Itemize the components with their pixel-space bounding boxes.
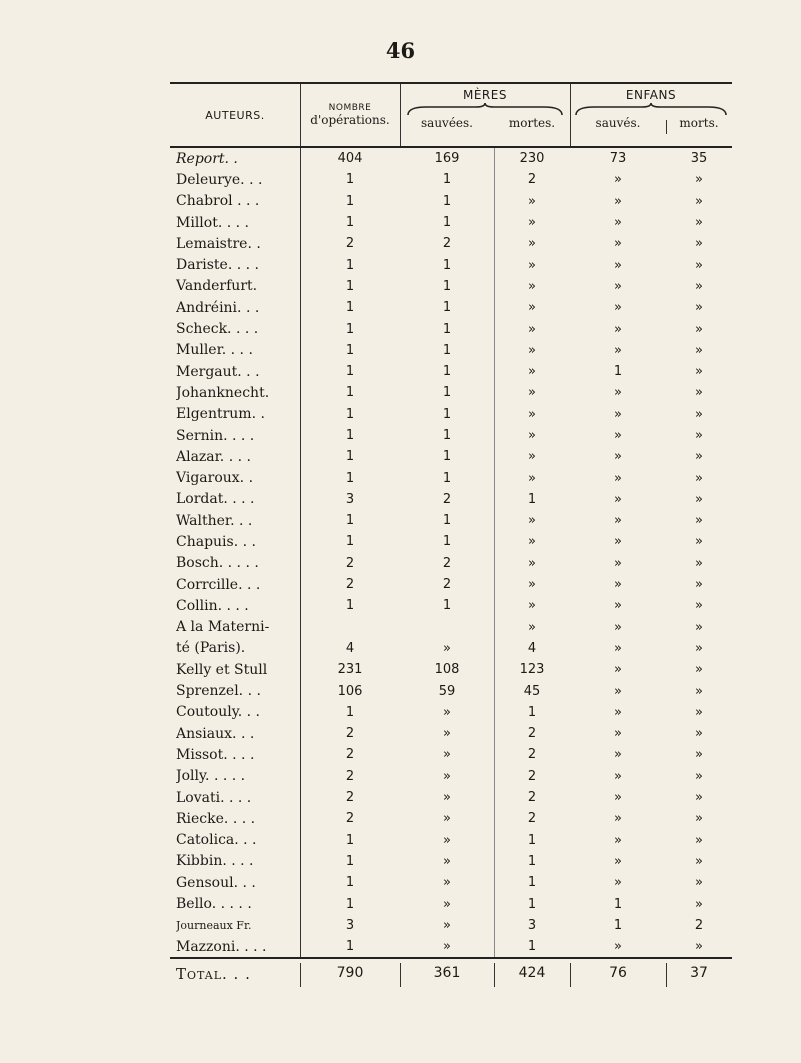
total-meres-sauvees: 361 (433, 965, 461, 982)
table-row (170, 361, 732, 382)
row-author: Report. . (176, 150, 238, 167)
row-meres-sauvees: 2 (442, 236, 452, 252)
header-sauvees: sauvées. (421, 116, 473, 130)
row-operations: 1 (345, 364, 355, 380)
table-row (170, 744, 732, 765)
row-author: Dariste. . . . (176, 257, 259, 274)
row-operations: 3 (345, 917, 355, 933)
row-enfans-morts: » (695, 534, 703, 550)
row-operations: 3 (345, 491, 355, 507)
row-enfans-sauves: 1 (613, 364, 623, 380)
row-meres-mortes: » (528, 428, 536, 443)
row-operations: 1 (345, 257, 355, 273)
row-author: Chabrol . . . (176, 193, 260, 210)
row-author: Kibbin. . . . (176, 853, 254, 870)
row-meres-mortes: » (528, 257, 536, 273)
table-row (170, 148, 732, 169)
row-enfans-sauves: » (614, 491, 622, 507)
row-meres-sauvees: 1 (442, 449, 452, 465)
row-author: Ansiaux. . . (176, 725, 255, 742)
row-enfans-morts: » (695, 768, 703, 784)
row-enfans-morts: » (695, 577, 703, 593)
row-meres-sauvees: 1 (442, 428, 452, 443)
table-row (170, 318, 732, 339)
row-enfans-sauves: » (614, 449, 622, 465)
row-enfans-sauves: » (614, 768, 622, 784)
total-enfans-morts: 37 (690, 965, 708, 982)
row-meres-sauvees: 1 (442, 321, 452, 337)
row-meres-mortes: 2 (527, 768, 537, 784)
header-auteurs: AUTEURS. (205, 108, 265, 122)
row-operations: 1 (345, 853, 355, 869)
total-meres-mortes: 424 (518, 965, 546, 982)
row-enfans-sauves: » (614, 811, 622, 827)
row-meres-mortes: 1 (527, 853, 537, 869)
row-enfans-sauves: » (614, 577, 622, 593)
row-author: Scheck. . . . (176, 321, 259, 338)
row-enfans-sauves: » (614, 236, 622, 252)
row-author: Sernin. . . . (176, 427, 255, 444)
row-meres-sauvees: » (443, 811, 451, 827)
row-enfans-morts: » (695, 790, 703, 806)
header-mortes: mortes. (508, 116, 556, 130)
header-sauves: sauvés. (595, 116, 641, 130)
row-author: Vigaroux. . (176, 470, 254, 487)
row-operations: 404 (337, 151, 363, 167)
row-meres-mortes: 2 (527, 172, 537, 188)
row-enfans-morts: » (695, 470, 703, 486)
row-meres-mortes: » (528, 555, 536, 571)
row-meres-mortes: 230 (519, 151, 545, 167)
row-meres-mortes: 2 (527, 790, 537, 806)
row-operations: 2 (345, 577, 355, 593)
header-divider (400, 84, 401, 146)
row-enfans-morts: » (695, 662, 703, 678)
row-enfans-morts: » (695, 726, 703, 742)
header-divider (570, 84, 571, 146)
row-enfans-morts: » (695, 257, 703, 273)
table-row (170, 680, 732, 701)
row-enfans-morts: » (695, 704, 703, 720)
row-author: Gensoul. . . (176, 874, 256, 891)
row-enfans-sauves: 1 (613, 896, 623, 912)
table-row (170, 936, 732, 957)
row-operations: 1 (345, 832, 355, 848)
total-divider (300, 963, 301, 987)
row-enfans-morts: » (695, 619, 703, 635)
row-author: Deleurye. . . (176, 171, 263, 188)
row-operations: 2 (345, 811, 355, 827)
row-enfans-morts: » (695, 385, 703, 401)
row-author: A la Materni- (176, 619, 270, 636)
row-enfans-morts: » (695, 449, 703, 465)
row-enfans-sauves: » (614, 172, 622, 188)
row-author: té (Paris). (176, 640, 246, 657)
row-meres-mortes: » (528, 534, 536, 550)
table-row (170, 254, 732, 275)
row-enfans-morts: » (695, 321, 703, 337)
row-meres-mortes: » (528, 513, 536, 529)
row-operations: 2 (345, 768, 355, 784)
row-enfans-morts: » (695, 215, 703, 231)
row-meres-mortes: » (528, 406, 536, 422)
row-enfans-sauves: » (614, 640, 622, 656)
row-enfans-sauves: » (614, 662, 622, 678)
row-author: Vanderfurt. (176, 278, 258, 295)
row-operations: 1 (345, 428, 355, 443)
row-enfans-morts: » (695, 342, 703, 358)
row-operations: 1 (345, 215, 355, 231)
row-meres-sauvees: 1 (442, 215, 452, 231)
row-enfans-morts: » (695, 513, 703, 529)
header-morts: morts. (679, 116, 719, 130)
row-enfans-sauves: » (614, 619, 622, 635)
row-author: Riecke. . . . (176, 810, 256, 827)
row-enfans-sauves: » (614, 300, 622, 316)
row-author: Johanknecht. (176, 384, 270, 401)
table-row (170, 531, 732, 552)
row-meres-sauvees: » (443, 832, 451, 848)
row-meres-mortes: » (528, 215, 536, 231)
row-enfans-sauves: » (614, 193, 622, 209)
table-row (170, 574, 732, 595)
row-enfans-sauves: » (614, 321, 622, 337)
row-meres-sauvees: » (443, 726, 451, 742)
total-row (170, 959, 732, 989)
table-row (170, 446, 732, 467)
row-enfans-morts: » (695, 555, 703, 571)
row-meres-sauvees: » (443, 896, 451, 912)
row-meres-mortes: » (528, 342, 536, 358)
row-enfans-morts: » (695, 747, 703, 763)
row-meres-sauvees: » (443, 640, 451, 656)
row-operations: 1 (345, 704, 355, 720)
row-meres-mortes: » (528, 321, 536, 337)
row-author: Sprenzel. . . (176, 683, 261, 700)
header-meres: MÈRES (463, 88, 507, 102)
page-number: 46 (385, 38, 416, 63)
row-meres-mortes: » (528, 278, 536, 294)
row-operations: 4 (345, 640, 355, 656)
row-meres-mortes: » (528, 236, 536, 252)
row-operations: 231 (337, 662, 363, 678)
row-meres-mortes: » (528, 577, 536, 593)
row-meres-mortes: » (528, 385, 536, 401)
row-meres-mortes: » (528, 470, 536, 486)
total-divider (570, 963, 571, 987)
enfants-brace-icon (574, 102, 728, 116)
row-enfans-morts: » (695, 172, 703, 188)
table-row (170, 467, 732, 488)
total-divider (400, 963, 401, 987)
row-operations: 2 (345, 790, 355, 806)
header-nombre-line1: NOMBRE (328, 103, 372, 113)
table-row (170, 638, 732, 659)
row-meres-sauvees: 59 (438, 683, 456, 699)
row-author: Coutouly. . . (176, 704, 261, 721)
row-author: Collin. . . . (176, 597, 249, 614)
row-enfans-sauves: » (614, 385, 622, 401)
row-meres-mortes: » (528, 619, 536, 635)
row-enfans-sauves: » (614, 790, 622, 806)
row-enfans-morts: 2 (694, 917, 704, 933)
row-author: Bosch. . . . . (176, 555, 259, 572)
table-row (170, 553, 732, 574)
row-meres-mortes: 4 (527, 640, 537, 656)
row-meres-sauvees: 1 (442, 278, 452, 294)
row-meres-sauvees: 1 (442, 534, 452, 550)
row-enfans-sauves: » (614, 598, 622, 614)
row-enfans-sauves: » (614, 683, 622, 699)
row-operations: 1 (345, 172, 355, 188)
row-meres-sauvees: 1 (442, 598, 452, 614)
row-enfans-sauves: » (614, 406, 622, 422)
table-row (170, 404, 732, 425)
row-enfans-morts: » (695, 939, 703, 955)
table-row (170, 510, 732, 531)
total-operations: 790 (336, 965, 364, 982)
row-operations: 1 (345, 598, 355, 614)
table-row (170, 808, 732, 829)
table-header (170, 84, 732, 146)
table-row (170, 915, 732, 936)
row-meres-mortes: 1 (527, 704, 537, 720)
row-meres-sauvees: 1 (442, 406, 452, 422)
table-row (170, 489, 732, 510)
row-enfans-sauves: 73 (609, 151, 627, 167)
row-enfans-morts: » (695, 428, 703, 443)
row-meres-mortes: » (528, 193, 536, 209)
row-operations: 1 (345, 513, 355, 529)
row-meres-sauvees: 108 (434, 662, 460, 678)
row-enfans-sauves: » (614, 342, 622, 358)
row-enfans-morts: » (695, 278, 703, 294)
table-row (170, 233, 732, 254)
row-enfans-sauves: » (614, 939, 622, 955)
table-row (170, 382, 732, 403)
row-operations: 1 (345, 449, 355, 465)
row-meres-sauvees: 169 (434, 151, 460, 167)
row-meres-sauvees: » (443, 875, 451, 891)
table-row (170, 893, 732, 914)
total-divider (494, 963, 495, 987)
table-row (170, 276, 732, 297)
row-enfans-sauves: » (614, 470, 622, 486)
row-enfans-morts: 35 (690, 151, 708, 167)
row-operations: 1 (345, 278, 355, 294)
row-meres-sauvees: » (443, 917, 451, 933)
row-enfans-sauves: » (614, 428, 622, 443)
row-meres-sauvees: 1 (442, 172, 452, 188)
total-label: Total. . . (176, 965, 251, 984)
row-meres-mortes: 2 (527, 811, 537, 827)
row-enfans-sauves: » (614, 215, 622, 231)
row-enfans-sauves: » (614, 704, 622, 720)
row-meres-mortes: » (528, 364, 536, 380)
row-enfans-morts: » (695, 364, 703, 380)
row-meres-mortes: 1 (527, 896, 537, 912)
row-author: Andréini. . . (176, 299, 260, 316)
row-meres-mortes: 45 (523, 683, 541, 699)
row-enfans-sauves: » (614, 875, 622, 891)
table-row (170, 766, 732, 787)
row-meres-mortes: 1 (527, 939, 537, 955)
table-row (170, 723, 732, 744)
row-meres-sauvees: 1 (442, 342, 452, 358)
row-author: Walther. . . (176, 512, 253, 529)
row-operations: 1 (345, 470, 355, 486)
total-divider (666, 963, 667, 987)
row-enfans-sauves: » (614, 534, 622, 550)
row-author: Bello. . . . . (176, 896, 252, 913)
header-nombre-line2: d'opérations. (310, 113, 390, 127)
row-meres-sauvees: » (443, 747, 451, 763)
row-author: Lordat. . . . (176, 491, 255, 508)
row-author: Muller. . . . (176, 342, 253, 359)
row-operations: 1 (345, 342, 355, 358)
row-meres-sauvees: 2 (442, 577, 452, 593)
row-author: Chapuis. . . (176, 533, 256, 550)
row-enfans-sauves: » (614, 726, 622, 742)
row-enfans-morts: » (695, 193, 703, 209)
row-author: Lovati. . . . (176, 789, 252, 806)
row-meres-sauvees: 2 (442, 491, 452, 507)
row-enfans-morts: » (695, 236, 703, 252)
row-meres-sauvees: » (443, 939, 451, 955)
row-operations: 2 (345, 726, 355, 742)
table-body (170, 148, 732, 957)
table-row (170, 872, 732, 893)
row-operations: 1 (345, 193, 355, 209)
row-meres-mortes: 1 (527, 491, 537, 507)
table-row (170, 212, 732, 233)
statistics-table (170, 82, 732, 989)
row-enfans-morts: » (695, 491, 703, 507)
row-author: Corrcille. . . (176, 576, 261, 593)
row-enfans-morts: » (695, 683, 703, 699)
row-operations: 1 (345, 896, 355, 912)
row-author: Lemaistre. . (176, 235, 261, 252)
row-author: Jolly. . . . . (176, 768, 246, 785)
row-operations: 1 (345, 300, 355, 316)
row-author: Catolica. . . (176, 832, 257, 849)
row-meres-sauvees: » (443, 790, 451, 806)
table-row (170, 169, 732, 190)
row-meres-sauvees: » (443, 768, 451, 784)
row-author: Kelly et Stull (176, 661, 268, 678)
table-row (170, 659, 732, 680)
row-operations: 2 (345, 747, 355, 763)
row-meres-sauvees: 1 (442, 364, 452, 380)
row-operations: 1 (345, 321, 355, 337)
row-meres-mortes: 1 (527, 832, 537, 848)
table-row (170, 191, 732, 212)
row-enfans-morts: » (695, 853, 703, 869)
row-enfans-morts: » (695, 832, 703, 848)
row-enfans-morts: » (695, 598, 703, 614)
row-author: Missot. . . . (176, 746, 255, 763)
table-row (170, 425, 732, 446)
row-meres-sauvees: 1 (442, 193, 452, 209)
table-row (170, 787, 732, 808)
row-operations: 1 (345, 406, 355, 422)
table-row (170, 702, 732, 723)
row-author: Journeaux Fr. (176, 918, 252, 932)
row-meres-mortes: 123 (519, 662, 545, 678)
row-operations: 106 (337, 683, 363, 699)
table-row (170, 297, 732, 318)
row-meres-mortes: 3 (527, 917, 537, 933)
row-enfans-sauves: » (614, 853, 622, 869)
row-enfans-sauves: » (614, 832, 622, 848)
row-meres-sauvees: 2 (442, 555, 452, 571)
row-meres-mortes: 1 (527, 875, 537, 891)
row-meres-sauvees: 1 (442, 513, 452, 529)
table-row (170, 830, 732, 851)
row-meres-sauvees: » (443, 853, 451, 869)
row-enfans-morts: » (695, 300, 703, 316)
row-enfans-sauves: 1 (613, 917, 623, 933)
row-enfans-sauves: » (614, 513, 622, 529)
row-enfans-sauves: » (614, 257, 622, 273)
row-operations: 2 (345, 555, 355, 571)
row-enfans-sauves: » (614, 278, 622, 294)
row-author: Millot. . . . (176, 214, 249, 231)
row-enfans-morts: » (695, 640, 703, 656)
header-enfants: ENFANS (625, 88, 677, 102)
table-row (170, 340, 732, 361)
row-meres-sauvees: 1 (442, 470, 452, 486)
row-operations: 2 (345, 236, 355, 252)
row-meres-mortes: » (528, 449, 536, 465)
row-meres-sauvees: » (443, 704, 451, 720)
row-meres-mortes: 2 (527, 726, 537, 742)
row-meres-sauvees: 1 (442, 385, 452, 401)
total-enfans-sauves: 76 (609, 965, 627, 982)
row-enfans-sauves: » (614, 555, 622, 571)
row-meres-mortes: 2 (527, 747, 537, 763)
row-enfans-morts: » (695, 875, 703, 891)
table-row (170, 851, 732, 872)
table-row (170, 595, 732, 616)
row-operations: 1 (345, 939, 355, 955)
header-divider (666, 120, 667, 134)
row-enfans-morts: » (695, 896, 703, 912)
row-author: Alazar. . . . (176, 448, 251, 465)
row-meres-mortes: » (528, 300, 536, 316)
table-row (170, 617, 732, 638)
row-enfans-morts: » (695, 406, 703, 422)
row-author: Mazzoni. . . . (176, 938, 267, 955)
row-author: Mergaut. . . (176, 363, 260, 380)
row-enfans-morts: » (695, 811, 703, 827)
row-meres-mortes: » (528, 598, 536, 614)
row-author: Elgentrum. . (176, 406, 265, 423)
row-meres-sauvees: 1 (442, 257, 452, 273)
row-operations: 1 (345, 385, 355, 401)
row-operations: 1 (345, 534, 355, 550)
row-meres-sauvees: 1 (442, 300, 452, 316)
header-nombre (300, 84, 400, 146)
row-enfans-sauves: » (614, 747, 622, 763)
header-divider (300, 84, 301, 146)
meres-brace-icon (406, 102, 564, 116)
row-operations: 1 (345, 875, 355, 891)
